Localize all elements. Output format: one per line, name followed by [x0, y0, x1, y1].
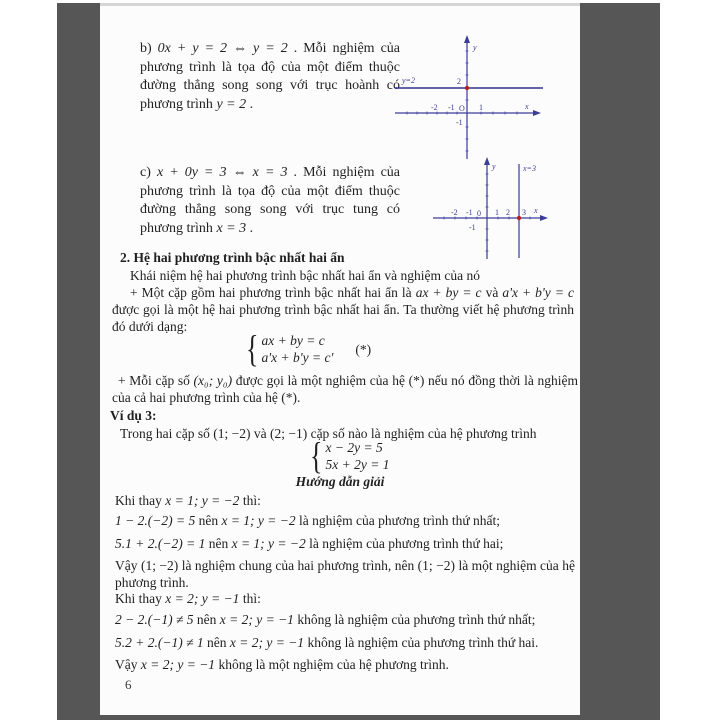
graph2-y-arrow-icon	[484, 157, 490, 165]
system-star-brace: {	[246, 327, 259, 370]
solution-substitute-1	[115, 492, 261, 509]
graph2-tick-2: 2	[506, 208, 510, 217]
graph1-ticks	[407, 51, 517, 151]
example-3-title: Ví dụ 3:	[110, 408, 157, 423]
section-2-heading: 2. Hệ hai phương trình bậc nhất hai ẩn	[120, 250, 345, 265]
solution-substitute-2	[115, 590, 261, 607]
solution-line-4	[115, 634, 538, 651]
p1-equation-2: a'x + b'y = c	[502, 285, 574, 300]
paragraph-b-label: b)	[140, 41, 158, 56]
graph1-tick-1: 1	[479, 103, 483, 112]
section-2-paragraph-1	[112, 284, 574, 335]
example-system-line-1: x − 2y = 5	[325, 440, 383, 455]
solution-conclusion-2	[115, 656, 449, 673]
l2-conclusion: là nghiệm của phương trình thứ hai;	[305, 536, 504, 551]
l4-conclusion: không là nghiệm của phương trình thứ hai.	[304, 635, 539, 650]
system-star	[246, 327, 372, 370]
system-star-lines	[261, 333, 333, 366]
graph1-line-label: y=2	[402, 76, 415, 85]
l1-conj: nên	[195, 513, 222, 528]
solution-conclusion-1: Vậy (1; −2) là nghiệm chung của hai phương trình, nên (1; −2) là một nghiệm của hệ phương trình.	[115, 558, 575, 590]
graph1-y-axis-label: y	[473, 43, 477, 52]
example-3-prompt: Trong hai cặp số (1; −2) và (2; −1) cặp số nào là nghiệm của hệ phương trình	[120, 426, 537, 441]
l1-values: x = 1; y = −2	[221, 513, 296, 528]
photo-background	[57, 3, 660, 720]
l3-conclusion: không là nghiệm của phương trình thứ nhất;	[293, 612, 536, 627]
solution-line-2	[115, 535, 503, 552]
l3-conj: nên	[193, 612, 220, 627]
vay2-values: x = 2; y = −1	[140, 657, 216, 672]
graph2-tick-0: 0	[477, 209, 481, 218]
system-star-tag: (*)	[355, 341, 372, 357]
p1-equation-1: ax + by = c	[415, 285, 482, 300]
example-system-brace: {	[310, 434, 323, 477]
graph2-y-axis-label: y	[492, 162, 496, 171]
paragraph-c-equation-2: x = 3	[216, 220, 247, 236]
khi2-values: x = 2; y = −1	[165, 591, 240, 606]
paragraph-c-period: .	[246, 220, 254, 236]
graph2-tick-yneg1: -1	[469, 223, 476, 232]
system-star-line-1: ax + by = c	[261, 333, 325, 348]
solution-line-1	[115, 512, 500, 529]
graph1-tick-2: 2	[457, 77, 461, 86]
graph2-line-label: x=3	[523, 164, 536, 173]
l4-values: x = 2; y = −1	[229, 635, 305, 650]
paragraph-b-text: . Mỗi nghiệm của phương trình là tọa độ của một điểm thuộc đường thẳng song song với trục hoành có phương trình	[140, 41, 401, 112]
graph1-point	[465, 86, 469, 90]
example-system-line-2: 5x + 2y = 1	[325, 456, 390, 472]
graph1-tick-neg1: -1	[448, 103, 455, 112]
example-system	[310, 434, 390, 477]
paragraph-b-equation-2: y = 2	[216, 96, 247, 112]
khi1-text: Khi thay	[115, 493, 166, 508]
vay2-tail: không là một nghiệm của hệ phương trình.	[215, 657, 449, 672]
graph1-tick-neg2: -2	[431, 103, 438, 112]
p1-text-1: + Một cặp gồm hai phương trình bậc nhất hai ẩn là	[130, 285, 416, 300]
section-2-paragraph-2	[112, 372, 578, 406]
paragraph-c-equation: x + 0y = 3 ⇔ x = 3	[156, 165, 288, 180]
system-star-line-2: a'x + b'y = c'	[261, 349, 334, 365]
graph1-x-arrow-icon	[533, 110, 541, 116]
l1-equation: 1 − 2.(−2) = 5	[115, 513, 196, 528]
khi1-values: x = 1; y = −2	[165, 493, 240, 508]
paragraph-c	[140, 164, 400, 238]
graph2-point	[517, 216, 521, 220]
graph2-tick-3: 3	[522, 208, 526, 217]
graph2-x-axis-label: x	[534, 206, 538, 215]
graph-y-equals-2	[393, 33, 545, 163]
paragraph-b	[140, 40, 400, 114]
p2-text-1: + Mỗi cặp số	[118, 373, 194, 388]
book-page	[100, 3, 580, 715]
graph2-tick-neg2: -2	[451, 208, 458, 217]
solution-line-3	[115, 611, 535, 628]
graph2-tick-neg1: -1	[466, 208, 473, 217]
khi2-text: Khi thay	[115, 591, 166, 606]
paragraph-b-equation: 0x + y = 2 ⇔ y = 2	[157, 41, 288, 56]
graph-x-equals-3	[432, 154, 557, 269]
p2-pair-notation: (x₀; y₀)	[193, 373, 233, 388]
l2-equation: 5.1 + 2.(−2) = 1	[115, 536, 206, 551]
p2-text-2: được gọi là một nghiệm của hệ (*) nếu nó đồng thời là nghiệm của cả hai phương trình của hệ (*).	[112, 373, 578, 405]
graph1-tick-origin: O	[459, 104, 465, 113]
l3-equation: 2 − 2.(−1) ≠ 5	[115, 612, 194, 627]
paragraph-c-label: c)	[140, 165, 157, 180]
graph2-tick-1: 1	[495, 208, 499, 217]
p1-text-3: được gọi là một hệ hai phương trình bậc nhất hai ẩn. Ta thường viết hệ phương trình đó dưới dạng:	[112, 302, 574, 334]
l1-conclusion: là nghiệm của phương trình thứ nhất;	[295, 513, 500, 528]
l2-values: x = 1; y = −2	[231, 536, 306, 551]
example-system-lines	[325, 440, 389, 473]
graph2-x-arrow-icon	[540, 215, 548, 221]
graph1-x-axis-label: x	[525, 102, 529, 111]
section-2-concept: Khái niệm hệ hai phương trình bậc nhất hai ẩn và nghiệm của nó	[130, 268, 480, 283]
l2-conj: nên	[205, 536, 232, 551]
paragraph-b-period: .	[246, 96, 254, 112]
khi2-tail: thì:	[239, 591, 261, 606]
graph1-tick-yneg1: -1	[456, 118, 463, 127]
vay2-text: Vậy	[115, 657, 141, 672]
graph1-y-arrow-icon	[464, 35, 470, 43]
solution-heading: Hướng dẫn giải	[295, 474, 385, 489]
paragraph-c-text: . Mỗi nghiệm của phương trình là tọa độ của một điểm thuộc đường thẳng song song với trục tung có phương trình	[140, 165, 400, 236]
p1-text-2: và	[481, 285, 503, 300]
page-number: 6	[125, 677, 132, 692]
l4-conj: nên	[203, 635, 230, 650]
khi1-tail: thì:	[239, 493, 261, 508]
l4-equation: 5.2 + 2.(−1) ≠ 1	[115, 635, 204, 650]
l3-values: x = 2; y = −1	[219, 612, 294, 627]
